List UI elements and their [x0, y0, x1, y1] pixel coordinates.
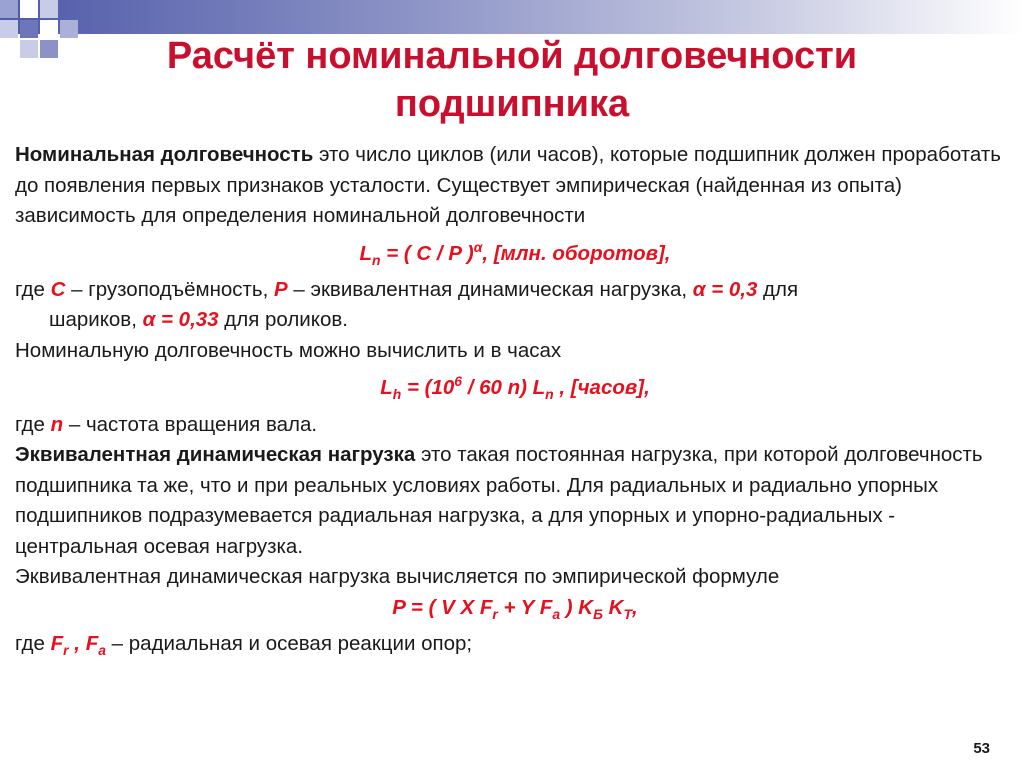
paragraph-definition	[15, 140, 1015, 232]
slide-title	[0, 32, 1024, 128]
paragraph-formula-intro: Эквивалентная динамическая нагрузка вычисляется по эмпирической формуле	[15, 565, 780, 589]
slide-body	[15, 140, 1015, 666]
paragraph-reactions: где $F_r$ , $F_a$ – радиальная и осевая реакции опор;	[15, 632, 473, 659]
paragraph-variables-cont: шариков, α = 0,33 для роликов.	[49, 308, 348, 332]
definition-text: это число циклов (или часов), которые подшипник должен проработать до появления первых признаков усталости. Существует эмпирическая (найденная из опыта) зависимость для определения номинальной долговечности	[15, 143, 1001, 227]
term-nominal-life: Номинальная долговечность	[15, 143, 314, 166]
paragraph-variables: где C – грузоподъёмность, P – эквивалентная динамическая нагрузка, α = 0,3 для	[15, 277, 799, 301]
paragraph-hours: Номинальную долговечность можно вычислить и в часах	[15, 338, 562, 362]
header-gradient-bar	[0, 0, 1024, 34]
formula-life-hours: $L_h = (10^6 / 60$ n) $L_n$ , [часов],	[380, 373, 650, 403]
page-number: 53	[973, 740, 990, 757]
title-line-1: Расчёт номинальной долговечности	[166, 35, 858, 77]
term-equivalent-load: Эквивалентная динамическая нагрузка	[15, 443, 416, 467]
paragraph-rotation: где n – частота вращения вала.	[15, 412, 318, 436]
formula-equivalent-load: P = ( V X $F_r + Y$ $F_a$ ) $K_Б$ $K_T$,	[392, 595, 638, 622]
title-line-2: подшипника	[394, 83, 630, 125]
paragraph-equivalent-load: Эквивалентная динамическая нагрузка это такая постоянная нагрузка, при которой долговечность подшипника та же, что и при реальных условиях работы. Для радиальных и радиально упорных подшипников подразумевается радиальная нагрузка, а для упорных и упорно-радиальных - центральная осевая нагрузка.	[15, 443, 983, 558]
formula-life-revolutions: $L_n$ = ( C / P )$^\alpha$, [млн. оборотов],	[359, 238, 671, 268]
